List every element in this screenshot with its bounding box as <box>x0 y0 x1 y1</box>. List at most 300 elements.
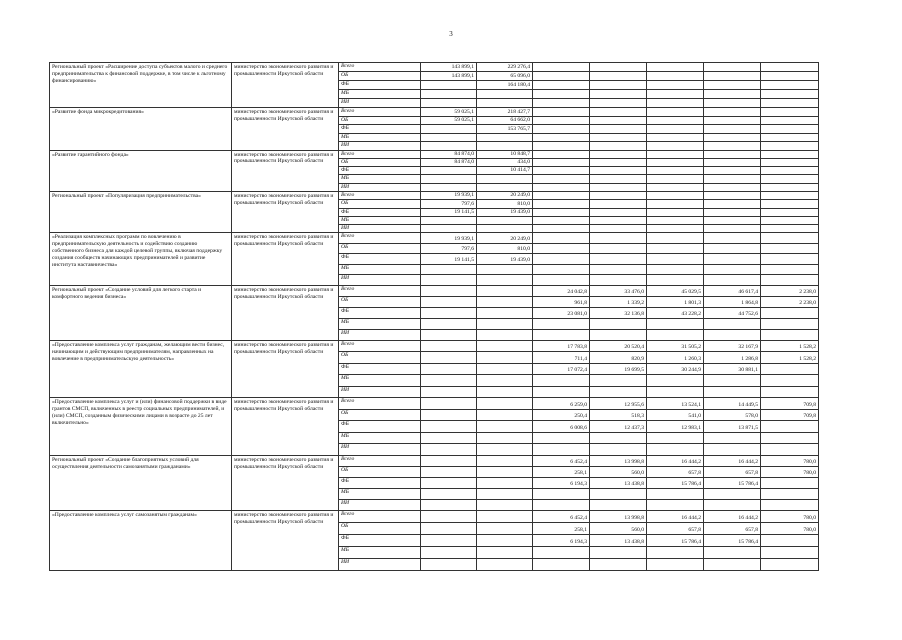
value-cell: 15 786,4 <box>704 534 761 546</box>
value-cell <box>704 99 761 108</box>
value-cell <box>761 375 819 387</box>
value-cell <box>761 243 819 254</box>
value-cell: 12 955,6 <box>590 398 647 410</box>
value-cell: 23 081,0 <box>533 307 590 318</box>
value-cell <box>590 63 647 72</box>
measure-name-cell: Региональный проект «Создание условий для легкого старта и комфортного ведения бизнеса» <box>50 285 232 340</box>
value-cell <box>477 285 533 296</box>
value-cell <box>590 99 647 108</box>
page-number: 3 <box>449 30 453 38</box>
value-cell <box>704 499 761 510</box>
value-cell <box>704 264 761 275</box>
value-cell: 13 998,8 <box>590 455 647 466</box>
value-cell <box>590 72 647 81</box>
funding-source-cell: ФБ <box>339 208 421 216</box>
funding-source-cell: ОБ <box>339 243 421 254</box>
value-cell: 797,6 <box>421 243 477 254</box>
value-cell: 1 260,3 <box>647 352 704 364</box>
value-cell <box>761 225 819 233</box>
value-cell: 434,0 <box>477 158 533 166</box>
value-cell <box>421 455 477 466</box>
value-cell: 164 180,4 <box>477 81 533 90</box>
value-cell: 16 444,2 <box>647 455 704 466</box>
value-cell <box>421 421 477 433</box>
value-cell: 711,4 <box>533 352 590 364</box>
value-cell <box>533 208 590 216</box>
value-cell <box>704 116 761 125</box>
value-cell <box>704 167 761 175</box>
value-cell <box>761 558 819 570</box>
value-cell: 258,1 <box>533 522 590 534</box>
value-cell: 218 427,7 <box>477 108 533 117</box>
funding-source-cell: ИИ <box>339 99 421 108</box>
value-cell: 31 505,2 <box>647 340 704 352</box>
value-cell <box>704 225 761 233</box>
value-cell: 24 042,8 <box>533 285 590 296</box>
value-cell <box>421 522 477 534</box>
measure-name-cell: «Предоставление комплекса услуг гражданам, желающим вести бизнес, начинающим и действующим предпринимателям, направленных на вовлечение в предпринимательскую деятельность» <box>50 340 232 398</box>
value-cell: 64 662,0 <box>477 116 533 125</box>
funding-source-cell: ОБ <box>339 466 421 477</box>
value-cell: 780,0 <box>761 510 819 522</box>
funding-source-cell: ИИ <box>339 275 421 286</box>
value-cell <box>590 200 647 208</box>
value-cell <box>533 264 590 275</box>
value-cell <box>704 216 761 224</box>
value-cell: 13 524,1 <box>647 398 704 410</box>
value-cell <box>761 200 819 208</box>
value-cell <box>647 499 704 510</box>
table-row <box>50 285 819 296</box>
table-row <box>50 191 819 199</box>
value-cell <box>647 208 704 216</box>
value-cell <box>533 444 590 456</box>
value-cell <box>761 546 819 558</box>
value-cell <box>533 150 590 158</box>
value-cell <box>761 444 819 456</box>
executor-cell: министерство экономического развития и промышленности Иркутской области <box>232 63 339 108</box>
value-cell <box>421 340 477 352</box>
value-cell: 810,0 <box>477 200 533 208</box>
value-cell: 13 998,8 <box>590 510 647 522</box>
funding-source-cell: ИИ <box>339 142 421 151</box>
value-cell: 780,0 <box>761 455 819 466</box>
value-cell <box>590 81 647 90</box>
value-cell: 65 096,0 <box>477 72 533 81</box>
funding-source-cell: ОБ <box>339 296 421 307</box>
value-cell <box>477 142 533 151</box>
value-cell: 541,0 <box>647 409 704 421</box>
value-cell <box>590 133 647 142</box>
value-cell <box>421 216 477 224</box>
value-cell <box>647 216 704 224</box>
value-cell <box>704 175 761 183</box>
value-cell <box>761 264 819 275</box>
value-cell: 657,8 <box>704 522 761 534</box>
value-cell <box>647 158 704 166</box>
value-cell: 153 765,7 <box>477 125 533 134</box>
value-cell <box>533 200 590 208</box>
value-cell <box>647 375 704 387</box>
executor-cell: министерство экономического развития и промышленности Иркутской области <box>232 285 339 340</box>
value-cell <box>533 191 590 199</box>
value-cell <box>590 158 647 166</box>
value-cell: 578,0 <box>704 409 761 421</box>
value-cell <box>590 225 647 233</box>
value-cell <box>647 200 704 208</box>
value-cell: 961,8 <box>533 296 590 307</box>
value-cell <box>761 116 819 125</box>
funding-source-cell: ОБ <box>339 116 421 125</box>
value-cell <box>647 116 704 125</box>
value-cell <box>590 150 647 158</box>
value-cell <box>477 398 533 410</box>
value-cell <box>761 386 819 398</box>
value-cell <box>761 142 819 151</box>
value-cell: 12 983,1 <box>647 421 704 433</box>
measure-name-cell: «Развитие гарантийного фонда» <box>50 150 232 191</box>
value-cell: 1 339,2 <box>590 296 647 307</box>
funding-source-cell: ОБ <box>339 522 421 534</box>
value-cell: 6 194,3 <box>533 477 590 488</box>
funding-source-cell: МБ <box>339 216 421 224</box>
value-cell <box>421 510 477 522</box>
value-cell: 560,0 <box>590 466 647 477</box>
value-cell <box>647 150 704 158</box>
value-cell: 2 238,0 <box>761 296 819 307</box>
executor-cell: министерство экономического развития и промышленности Иркутской области <box>232 108 339 151</box>
value-cell <box>421 444 477 456</box>
value-cell <box>761 158 819 166</box>
value-cell <box>704 546 761 558</box>
measure-name-cell: Региональный проект «Популяризация предпринимательства» <box>50 191 232 232</box>
value-cell <box>533 225 590 233</box>
value-cell <box>761 421 819 433</box>
value-cell <box>647 90 704 99</box>
value-cell <box>533 243 590 254</box>
value-cell <box>533 175 590 183</box>
value-cell <box>761 432 819 444</box>
value-cell <box>704 432 761 444</box>
value-cell <box>704 133 761 142</box>
funding-source-cell: Всего <box>339 455 421 466</box>
measure-name-cell: «Предоставление комплекса услуг самозанятым гражданам» <box>50 510 232 570</box>
value-cell <box>647 254 704 265</box>
value-cell <box>647 558 704 570</box>
value-cell <box>533 329 590 340</box>
value-cell <box>761 108 819 117</box>
value-cell <box>704 329 761 340</box>
value-cell <box>533 72 590 81</box>
value-cell: 657,8 <box>647 466 704 477</box>
funding-source-cell: МБ <box>339 546 421 558</box>
value-cell <box>704 81 761 90</box>
value-cell <box>704 191 761 199</box>
value-cell <box>761 63 819 72</box>
value-cell <box>704 444 761 456</box>
value-cell <box>647 318 704 329</box>
value-cell <box>647 175 704 183</box>
value-cell <box>533 216 590 224</box>
value-cell <box>533 81 590 90</box>
funding-source-cell: ФБ <box>339 81 421 90</box>
value-cell <box>533 318 590 329</box>
value-cell <box>477 386 533 398</box>
value-cell <box>477 558 533 570</box>
value-cell <box>533 386 590 398</box>
value-cell <box>590 175 647 183</box>
value-cell <box>421 398 477 410</box>
value-cell <box>590 116 647 125</box>
value-cell <box>590 233 647 244</box>
value-cell <box>761 216 819 224</box>
value-cell <box>477 488 533 499</box>
value-cell <box>477 264 533 275</box>
value-cell: 16 444,2 <box>704 510 761 522</box>
measure-name-cell: «Реализация комплексных программ по вовлечению в предпринимательскую деятельность и содействию созданию собственного бизнеса для каждой целевой группы, включая поддержку создания сообществ начинающих предпринимателей и развитие института наставничества» <box>50 233 232 286</box>
value-cell <box>704 142 761 151</box>
value-cell <box>590 183 647 191</box>
value-cell <box>761 72 819 81</box>
value-cell <box>647 488 704 499</box>
value-cell <box>647 142 704 151</box>
funding-source-cell: Всего <box>339 233 421 244</box>
value-cell <box>421 264 477 275</box>
value-cell: 19 699,5 <box>590 363 647 375</box>
value-cell <box>761 329 819 340</box>
value-cell <box>761 81 819 90</box>
measure-name-cell: Региональный проект «Расширение доступа субъектов малого и среднего предпринимательства к финансовой поддержке, в том числе к льготному финансированию» <box>50 63 232 108</box>
measure-name-cell: «Развитие фонда микрокредитования» <box>50 108 232 151</box>
value-cell: 43 228,2 <box>647 307 704 318</box>
value-cell <box>590 275 647 286</box>
value-cell <box>761 307 819 318</box>
value-cell: 797,6 <box>421 200 477 208</box>
funding-source-cell: ИИ <box>339 558 421 570</box>
value-cell <box>533 90 590 99</box>
value-cell <box>590 375 647 387</box>
value-cell <box>533 432 590 444</box>
value-cell <box>421 285 477 296</box>
funding-source-cell: ФБ <box>339 125 421 134</box>
funding-source-cell: ИИ <box>339 329 421 340</box>
value-cell: 6 452,4 <box>533 510 590 522</box>
value-cell <box>647 243 704 254</box>
value-cell <box>761 233 819 244</box>
value-cell: 16 444,2 <box>647 510 704 522</box>
value-cell: 59 025,1 <box>421 108 477 117</box>
funding-source-cell: Всего <box>339 63 421 72</box>
value-cell <box>421 466 477 477</box>
value-cell <box>421 432 477 444</box>
value-cell: 19 141,5 <box>421 254 477 265</box>
value-cell <box>590 90 647 99</box>
executor-cell: министерство экономического развития и промышленности Иркутской области <box>232 233 339 286</box>
value-cell <box>647 444 704 456</box>
funding-source-cell: ФБ <box>339 307 421 318</box>
value-cell <box>533 167 590 175</box>
value-cell <box>590 444 647 456</box>
value-cell <box>704 125 761 134</box>
measure-name-cell: «Предоставление комплекса услуг и (или) финансовой поддержки в виде грантов СМСП, включенных в реестр социальных предпринимателей, и (или) СМСП, созданным физическими лицами в возрасте до 25 лет включительно» <box>50 398 232 456</box>
funding-source-cell: МБ <box>339 175 421 183</box>
value-cell <box>761 534 819 546</box>
value-cell <box>761 175 819 183</box>
value-cell: 229 276,4 <box>477 63 533 72</box>
value-cell <box>477 432 533 444</box>
funding-source-cell: Всего <box>339 340 421 352</box>
funding-source-cell: МБ <box>339 375 421 387</box>
value-cell: 20 249,0 <box>477 191 533 199</box>
value-cell: 657,8 <box>704 466 761 477</box>
value-cell <box>533 254 590 265</box>
value-cell: 143 899,1 <box>421 63 477 72</box>
value-cell <box>761 318 819 329</box>
value-cell <box>533 108 590 117</box>
value-cell <box>533 275 590 286</box>
value-cell <box>761 167 819 175</box>
value-cell <box>647 225 704 233</box>
value-cell <box>647 133 704 142</box>
value-cell: 13 871,5 <box>704 421 761 433</box>
value-cell: 32 167,9 <box>704 340 761 352</box>
value-cell: 19 939,1 <box>421 191 477 199</box>
value-cell <box>421 81 477 90</box>
value-cell <box>647 546 704 558</box>
value-cell: 560,0 <box>590 522 647 534</box>
value-cell: 250,4 <box>533 409 590 421</box>
value-cell <box>704 275 761 286</box>
value-cell <box>761 99 819 108</box>
value-cell: 6 008,6 <box>533 421 590 433</box>
value-cell <box>477 444 533 456</box>
value-cell <box>704 386 761 398</box>
funding-source-cell: ОБ <box>339 409 421 421</box>
value-cell <box>647 72 704 81</box>
value-cell <box>477 133 533 142</box>
value-cell: 30 244,9 <box>647 363 704 375</box>
value-cell: 13 438,8 <box>590 477 647 488</box>
value-cell <box>590 546 647 558</box>
value-cell: 657,8 <box>647 522 704 534</box>
value-cell: 30 881,1 <box>704 363 761 375</box>
value-cell <box>590 191 647 199</box>
funding-source-cell: ИИ <box>339 499 421 510</box>
value-cell <box>477 375 533 387</box>
value-cell: 17 072,4 <box>533 363 590 375</box>
value-cell <box>533 142 590 151</box>
value-cell <box>421 363 477 375</box>
value-cell: 143 899,1 <box>421 72 477 81</box>
value-cell <box>421 318 477 329</box>
value-cell <box>761 208 819 216</box>
value-cell: 6 259,0 <box>533 398 590 410</box>
value-cell <box>421 375 477 387</box>
value-cell <box>647 183 704 191</box>
value-cell <box>647 264 704 275</box>
value-cell: 84 874,0 <box>421 150 477 158</box>
value-cell <box>533 133 590 142</box>
value-cell <box>590 329 647 340</box>
measure-name-cell: Региональный проект «Создание благоприятных условий для осуществления деятельности самозанятыми гражданами» <box>50 455 232 510</box>
value-cell <box>421 558 477 570</box>
value-cell: 10 848,7 <box>477 150 533 158</box>
funding-source-cell: ИИ <box>339 225 421 233</box>
value-cell <box>533 499 590 510</box>
value-cell <box>421 167 477 175</box>
value-cell <box>761 150 819 158</box>
value-cell <box>477 455 533 466</box>
value-cell <box>647 108 704 117</box>
funding-source-cell: МБ <box>339 133 421 142</box>
value-cell <box>477 175 533 183</box>
value-cell <box>533 375 590 387</box>
value-cell <box>704 375 761 387</box>
value-cell: 6 452,4 <box>533 455 590 466</box>
value-cell: 1 528,2 <box>761 352 819 364</box>
value-cell <box>477 318 533 329</box>
value-cell <box>533 99 590 108</box>
value-cell <box>590 558 647 570</box>
value-cell <box>477 546 533 558</box>
value-cell <box>590 216 647 224</box>
value-cell <box>421 125 477 134</box>
funding-source-cell: ОБ <box>339 72 421 81</box>
value-cell <box>533 125 590 134</box>
value-cell <box>704 233 761 244</box>
value-cell <box>590 243 647 254</box>
value-cell <box>533 158 590 166</box>
value-cell <box>477 510 533 522</box>
value-cell: 12 437,3 <box>590 421 647 433</box>
value-cell: 518,3 <box>590 409 647 421</box>
funding-source-cell: Всего <box>339 150 421 158</box>
value-cell <box>421 225 477 233</box>
value-cell <box>704 158 761 166</box>
value-cell: 1 528,2 <box>761 340 819 352</box>
value-cell <box>421 183 477 191</box>
funding-source-cell: ФБ <box>339 363 421 375</box>
executor-cell: министерство экономического развития и промышленности Иркутской области <box>232 398 339 456</box>
value-cell <box>647 275 704 286</box>
value-cell <box>533 116 590 125</box>
funding-source-cell: МБ <box>339 90 421 99</box>
value-cell <box>761 125 819 134</box>
value-cell <box>704 72 761 81</box>
value-cell <box>421 477 477 488</box>
value-cell <box>761 488 819 499</box>
value-cell <box>647 329 704 340</box>
executor-cell: министерство экономического развития и промышленности Иркутской области <box>232 150 339 191</box>
value-cell: 33 476,0 <box>590 285 647 296</box>
value-cell <box>761 133 819 142</box>
value-cell <box>704 63 761 72</box>
value-cell <box>421 175 477 183</box>
value-cell <box>421 307 477 318</box>
value-cell <box>590 386 647 398</box>
value-cell <box>704 108 761 117</box>
executor-cell: министерство экономического развития и промышленности Иркутской области <box>232 191 339 232</box>
value-cell <box>421 488 477 499</box>
value-cell <box>704 200 761 208</box>
value-cell: 13 438,8 <box>590 534 647 546</box>
value-cell: 20 249,0 <box>477 233 533 244</box>
budget-table <box>49 62 819 571</box>
value-cell <box>533 233 590 244</box>
value-cell <box>761 363 819 375</box>
value-cell <box>704 150 761 158</box>
value-cell: 20 520,4 <box>590 340 647 352</box>
